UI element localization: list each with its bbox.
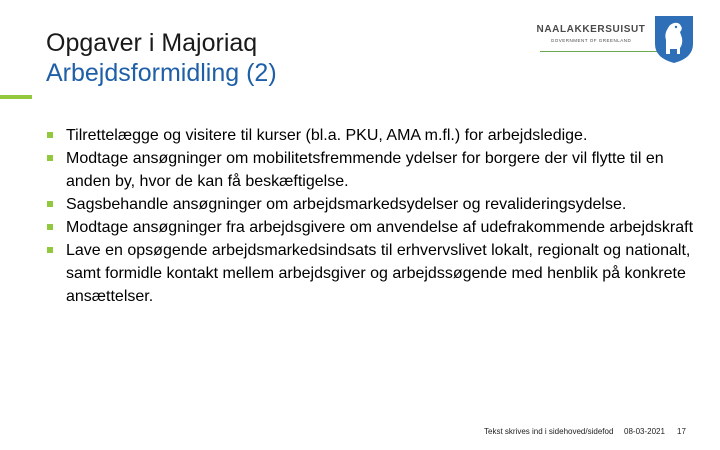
list-item-text: Tilrettelægge og visitere til kurser (bl.a. PKU, AMA m.fl.) for arbejdsledige. [66, 127, 588, 144]
page-subtitle: Arbejdsformidling (2) [46, 59, 277, 87]
page-number: 17 [677, 427, 686, 436]
list-item-text: Modtage ansøgninger fra arbejdsgivere om anvendelse af udefrakommende arbejdskraft [66, 219, 694, 236]
logo-government: GOVERNMENT OF GREENLAND [550, 38, 632, 43]
logo-text [536, 24, 646, 43]
list-item-text: Sagsbehandle ansøgninger om arbejdsmarkedsydelser og revalideringsydelse. [66, 196, 627, 213]
list-item [46, 239, 706, 308]
page-title: Opgaver i Majoriaq [46, 29, 258, 57]
bullet-square-icon [47, 201, 53, 207]
list-item-text: Lave en opsøgende arbejdsmarkedsindsats til erhvervslivet lokalt, regionalt og nationalt, samt formidle kontakt mellem arbejdsgiver og arbejdssøgende med henblik på konkrete ansættelser. [66, 242, 691, 305]
government-logo [528, 14, 708, 64]
greenland-coat-of-arms-icon [652, 14, 696, 69]
bullet-square-icon [47, 224, 53, 230]
logo-divider [540, 51, 658, 52]
list-item-text: Modtage ansøgninger om mobilitetsfremmende ydelser for borgere der vil flytte til en anden by, hvor de kan få beskæftigelse. [66, 150, 664, 190]
footer-date: 08-03-2021 [624, 427, 665, 436]
list-item [46, 216, 706, 239]
logo-name: NAALAKKERSUISUT [536, 24, 646, 35]
bullet-square-icon [47, 155, 53, 161]
bullet-square-icon [47, 247, 53, 253]
list-item [46, 124, 706, 147]
list-item [46, 193, 706, 216]
bullet-list [46, 124, 706, 308]
footer-text: Tekst skrives ind i sidehoved/sidefod [484, 427, 614, 436]
accent-bar [0, 95, 32, 99]
slide-title [46, 28, 277, 88]
bullet-square-icon [47, 132, 53, 138]
list-item [46, 147, 706, 193]
